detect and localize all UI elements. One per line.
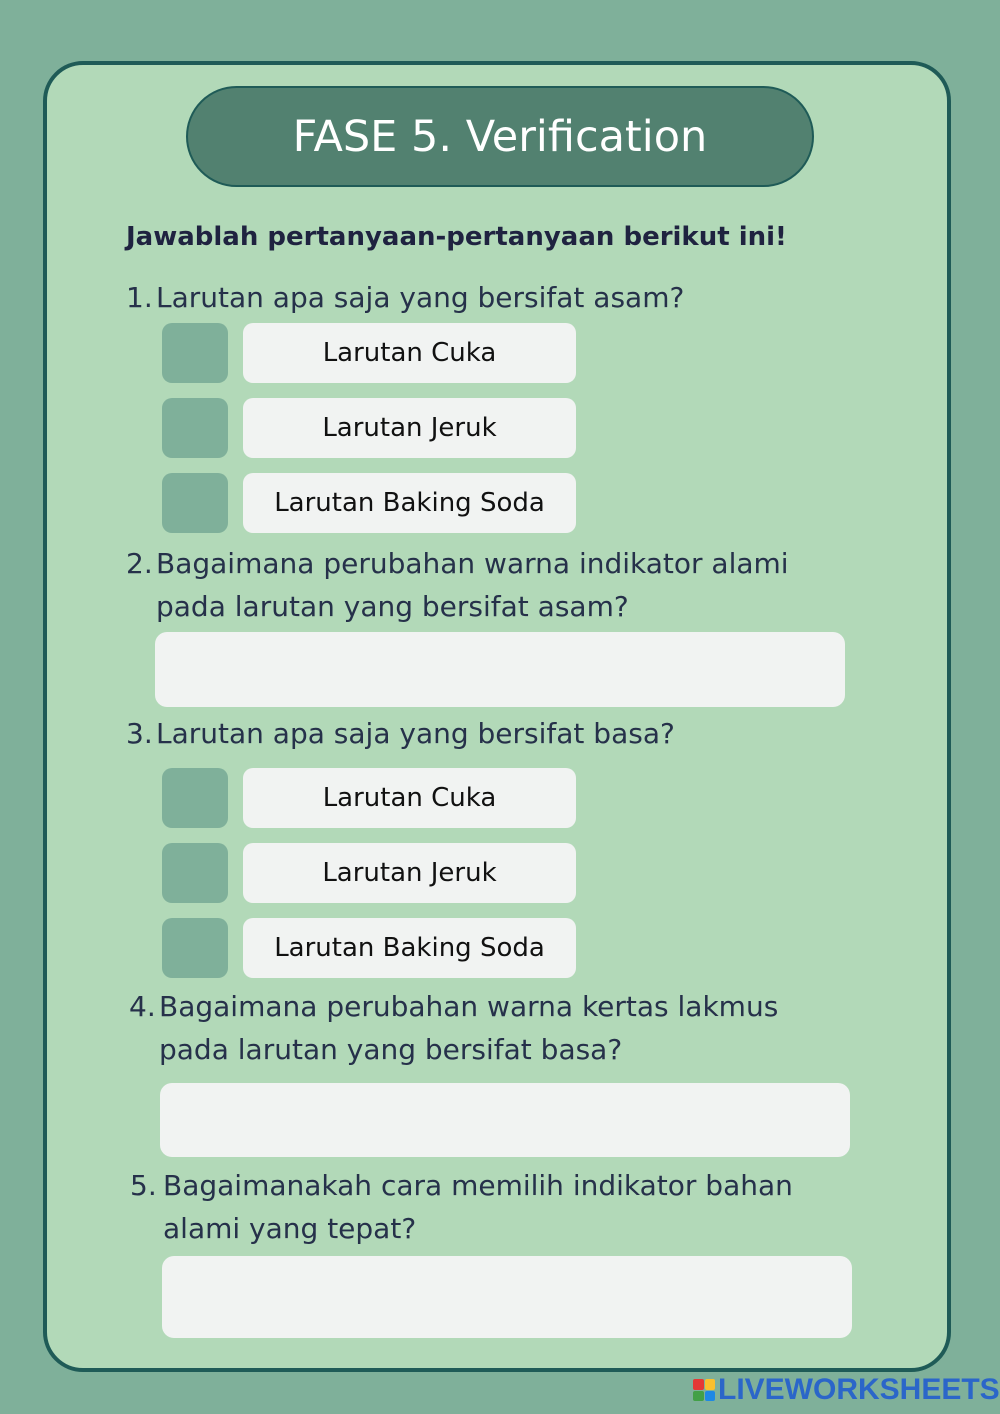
question-4-number: 4. <box>129 990 156 1023</box>
question-5-text-line-2: alami yang tepat? <box>163 1212 417 1245</box>
answer-field-q4[interactable] <box>160 1083 850 1157</box>
answer-field-q2[interactable] <box>155 632 845 707</box>
question-1-number: 1. <box>126 281 153 314</box>
checkbox-q3-option-1[interactable] <box>162 768 228 828</box>
q3-option-2[interactable]: Larutan Jeruk <box>243 843 576 903</box>
page-title <box>186 86 814 187</box>
question-5-number: 5. <box>130 1169 157 1202</box>
instruction-text: Jawablah pertanyaan-pertanyaan berikut ini! <box>126 222 787 252</box>
question-2-text-line-2: pada larutan yang bersifat asam? <box>156 590 629 623</box>
q3-option-1[interactable]: Larutan Cuka <box>243 768 576 828</box>
question-4-text-line-2: pada larutan yang bersifat basa? <box>159 1033 623 1066</box>
question-4-text-line-1: Bagaimana perubahan warna kertas lakmus <box>159 990 779 1023</box>
q3-option-3[interactable]: Larutan Baking Soda <box>243 918 576 978</box>
answer-field-q5[interactable] <box>162 1256 852 1338</box>
checkbox-q3-option-2[interactable] <box>162 843 228 903</box>
question-1-text: Larutan apa saja yang bersifat asam? <box>156 281 685 314</box>
liveworksheets-logo[interactable] <box>693 1374 1000 1406</box>
q1-option-1[interactable]: Larutan Cuka <box>243 323 576 383</box>
q1-option-2[interactable]: Larutan Jeruk <box>243 398 576 458</box>
checkbox-q1-option-1[interactable] <box>162 323 228 383</box>
liveworksheets-icon <box>693 1379 715 1401</box>
q1-option-3[interactable]: Larutan Baking Soda <box>243 473 576 533</box>
liveworksheets-wordmark: LIVEWORKSHEETS <box>718 1373 1000 1406</box>
question-3-text: Larutan apa saja yang bersifat basa? <box>156 717 675 750</box>
question-2-text-line-1: Bagaimana perubahan warna indikator alami <box>156 547 789 580</box>
checkbox-q1-option-3[interactable] <box>162 473 228 533</box>
question-2-number: 2. <box>126 547 153 580</box>
question-5-text-line-1: Bagaimanakah cara memilih indikator bahan <box>163 1169 793 1202</box>
checkbox-q1-option-2[interactable] <box>162 398 228 458</box>
page-title-text: FASE 5. Verification <box>292 111 708 162</box>
question-3-number: 3. <box>126 717 153 750</box>
checkbox-q3-option-3[interactable] <box>162 918 228 978</box>
